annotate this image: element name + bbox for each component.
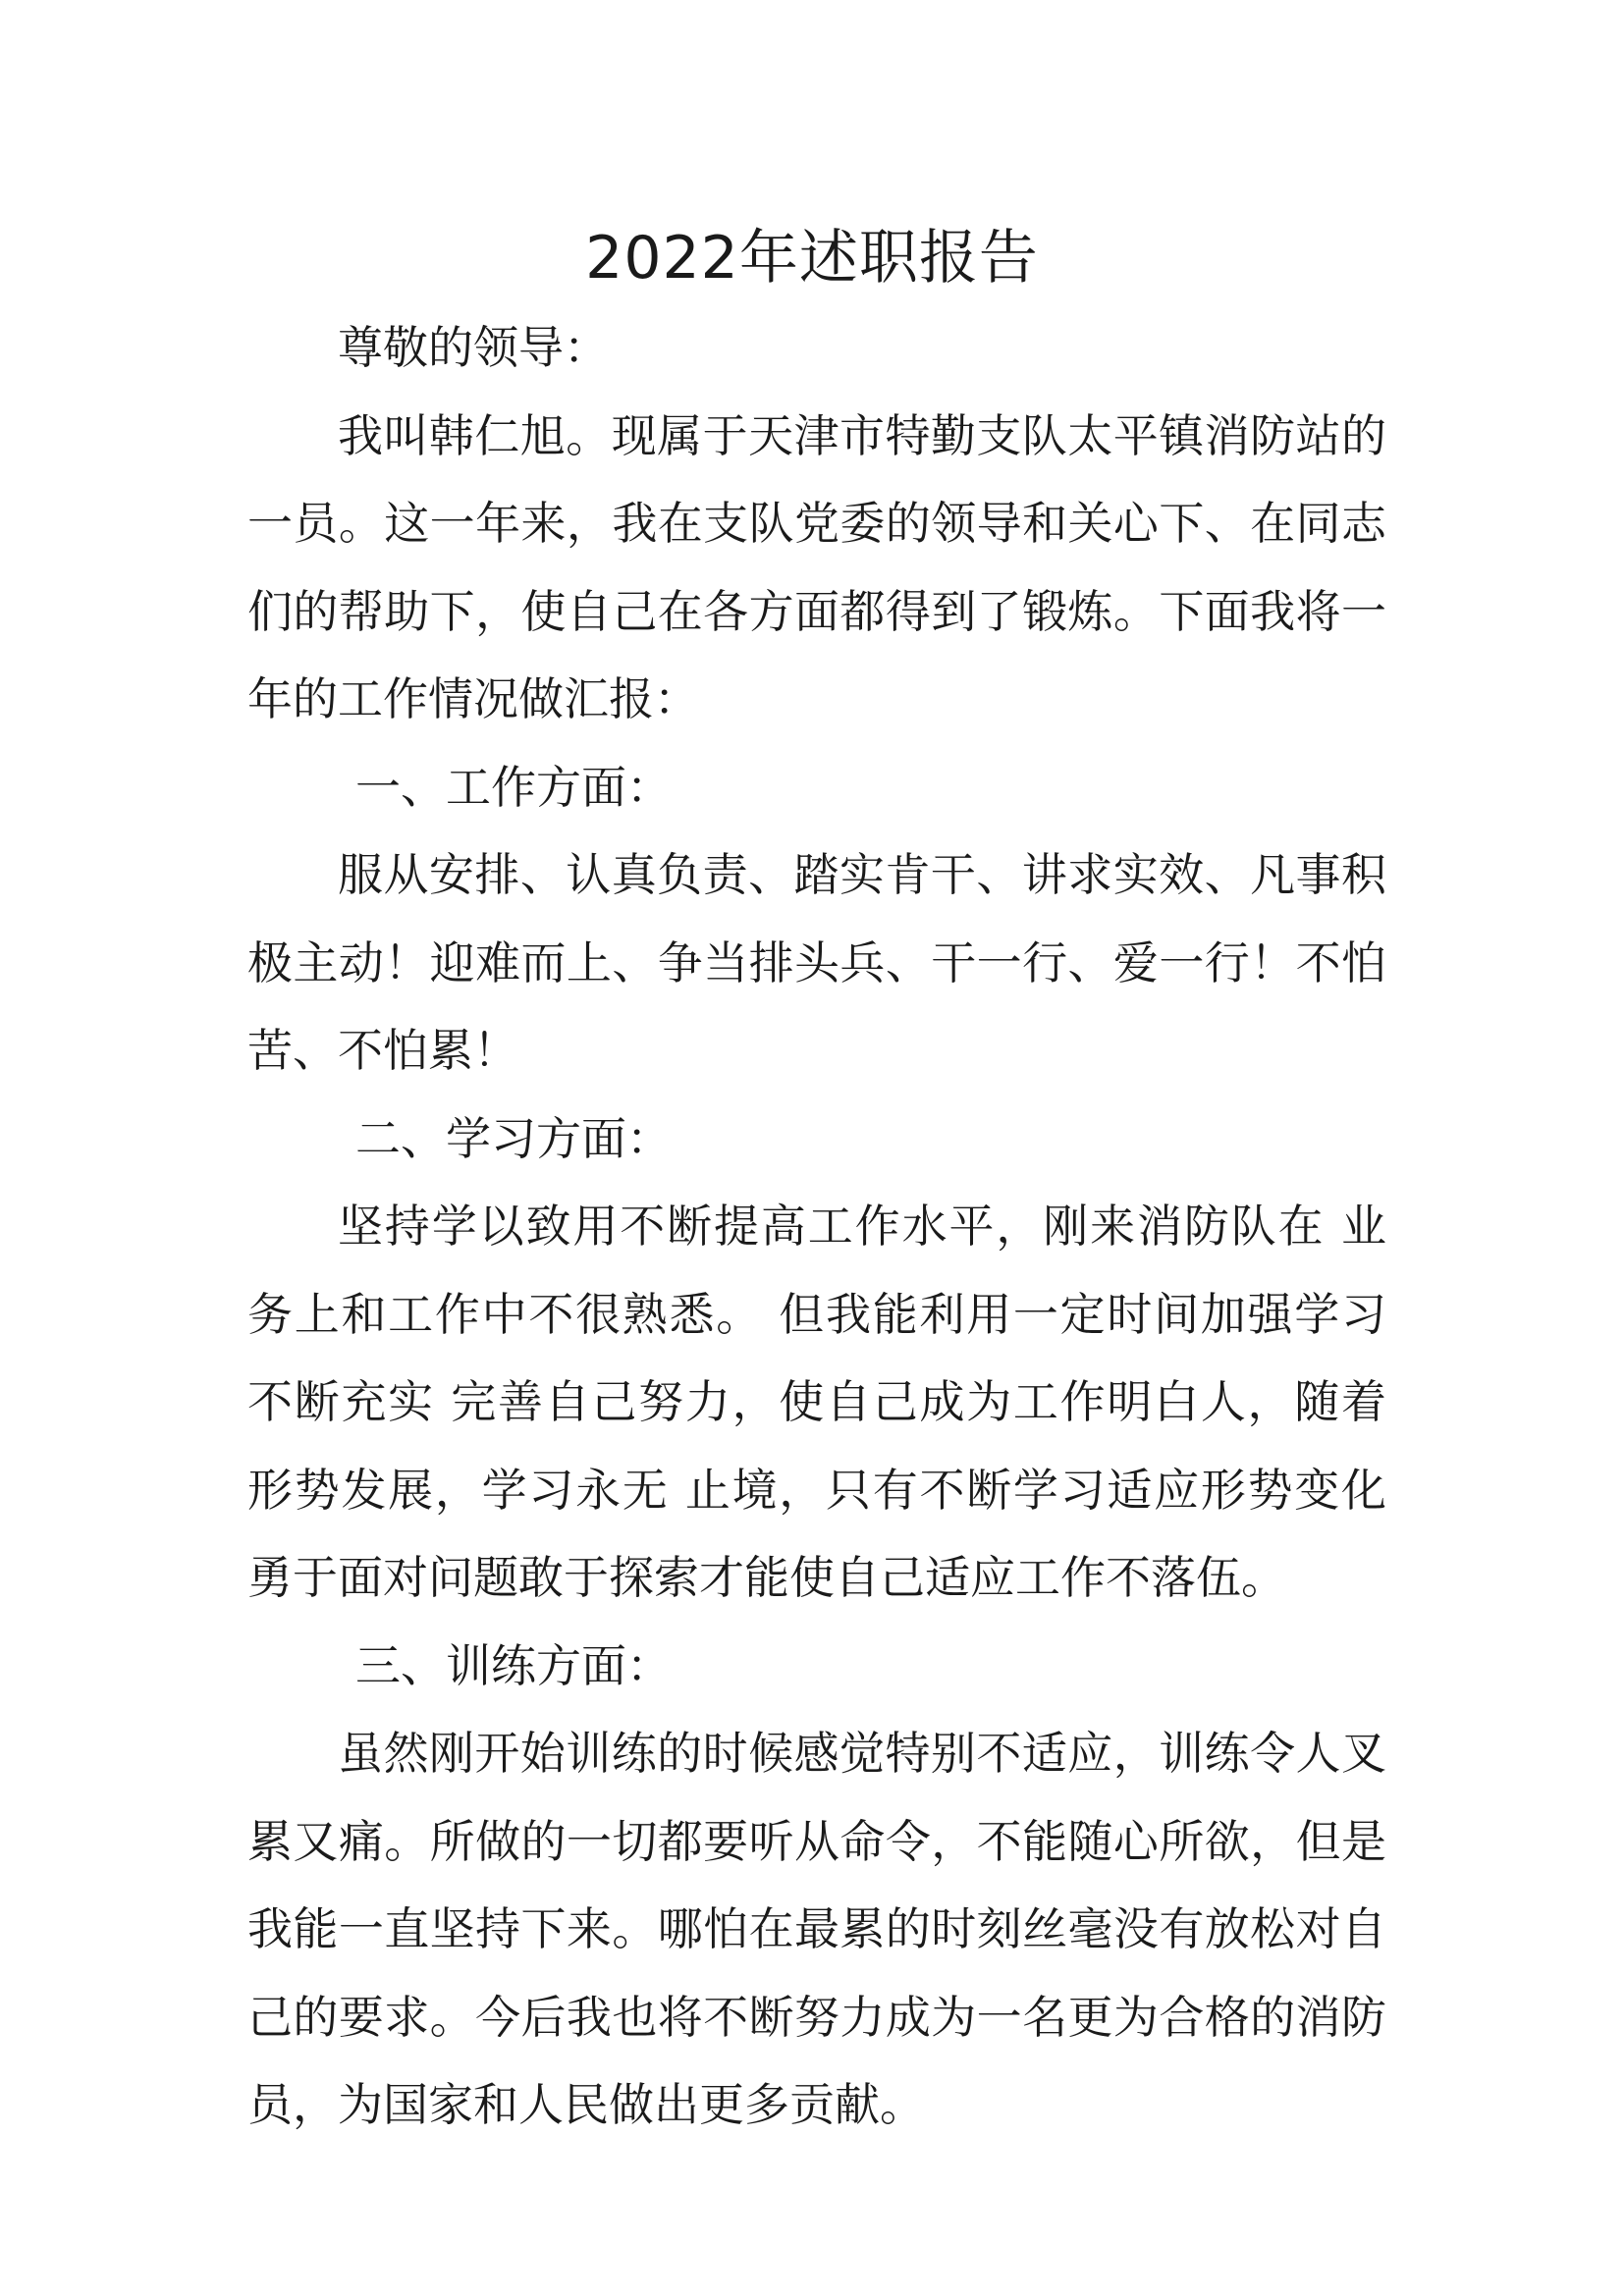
- section-heading-study: 二、学习方面：: [355, 1111, 672, 1165]
- intro-paragraph: 我叫韩仁旭。现属于天津市特勤支队太平镇消防站的一员。这一年来，我在支队党委的领导和关心下、在同志们的帮助下，使自己在各方面都得到了锻炼。下面我将一年的工作情况做汇报：: [247, 408, 1386, 725]
- section-heading-training: 三、训练方面：: [355, 1638, 672, 1692]
- document-title: 2022年述职报告: [585, 224, 1039, 293]
- salutation: 尊敬的领导：: [338, 321, 609, 374]
- work-paragraph: 服从安排、认真负责、踏实肯干、讲求实效、凡事积极主动！迎难而上、争当排头兵、干一行、爱一行！不怕苦、不怕累！: [247, 848, 1386, 1077]
- document-body: [247, 304, 1386, 2150]
- section-heading-work: 一、工作方面：: [355, 760, 672, 814]
- study-paragraph: 坚持学以致用不断提高工作水平，刚来消防队在 业务上和工作中不很熟悉。 但我能利用一定时间加强学习不断充实 完善自己努力，使自己成为工作明白人，随着形势发展，学习永无 止境，只有不断学习适应形势变化勇于面对问题敢于探索才能使自己适应工作不落伍。: [247, 1200, 1386, 1604]
- training-paragraph: 虽然刚开始训练的时候感觉特别不适应，训练令人叉累又痛。所做的一切都要听从命令，不能随心所欲，但是我能一直坚持下来。哪怕在最累的时刻丝毫没有放松对自己的要求。今后我也将不断努力成为一名更为合格的消防员，为国家和人民做出更多贡献。: [247, 1727, 1386, 2131]
